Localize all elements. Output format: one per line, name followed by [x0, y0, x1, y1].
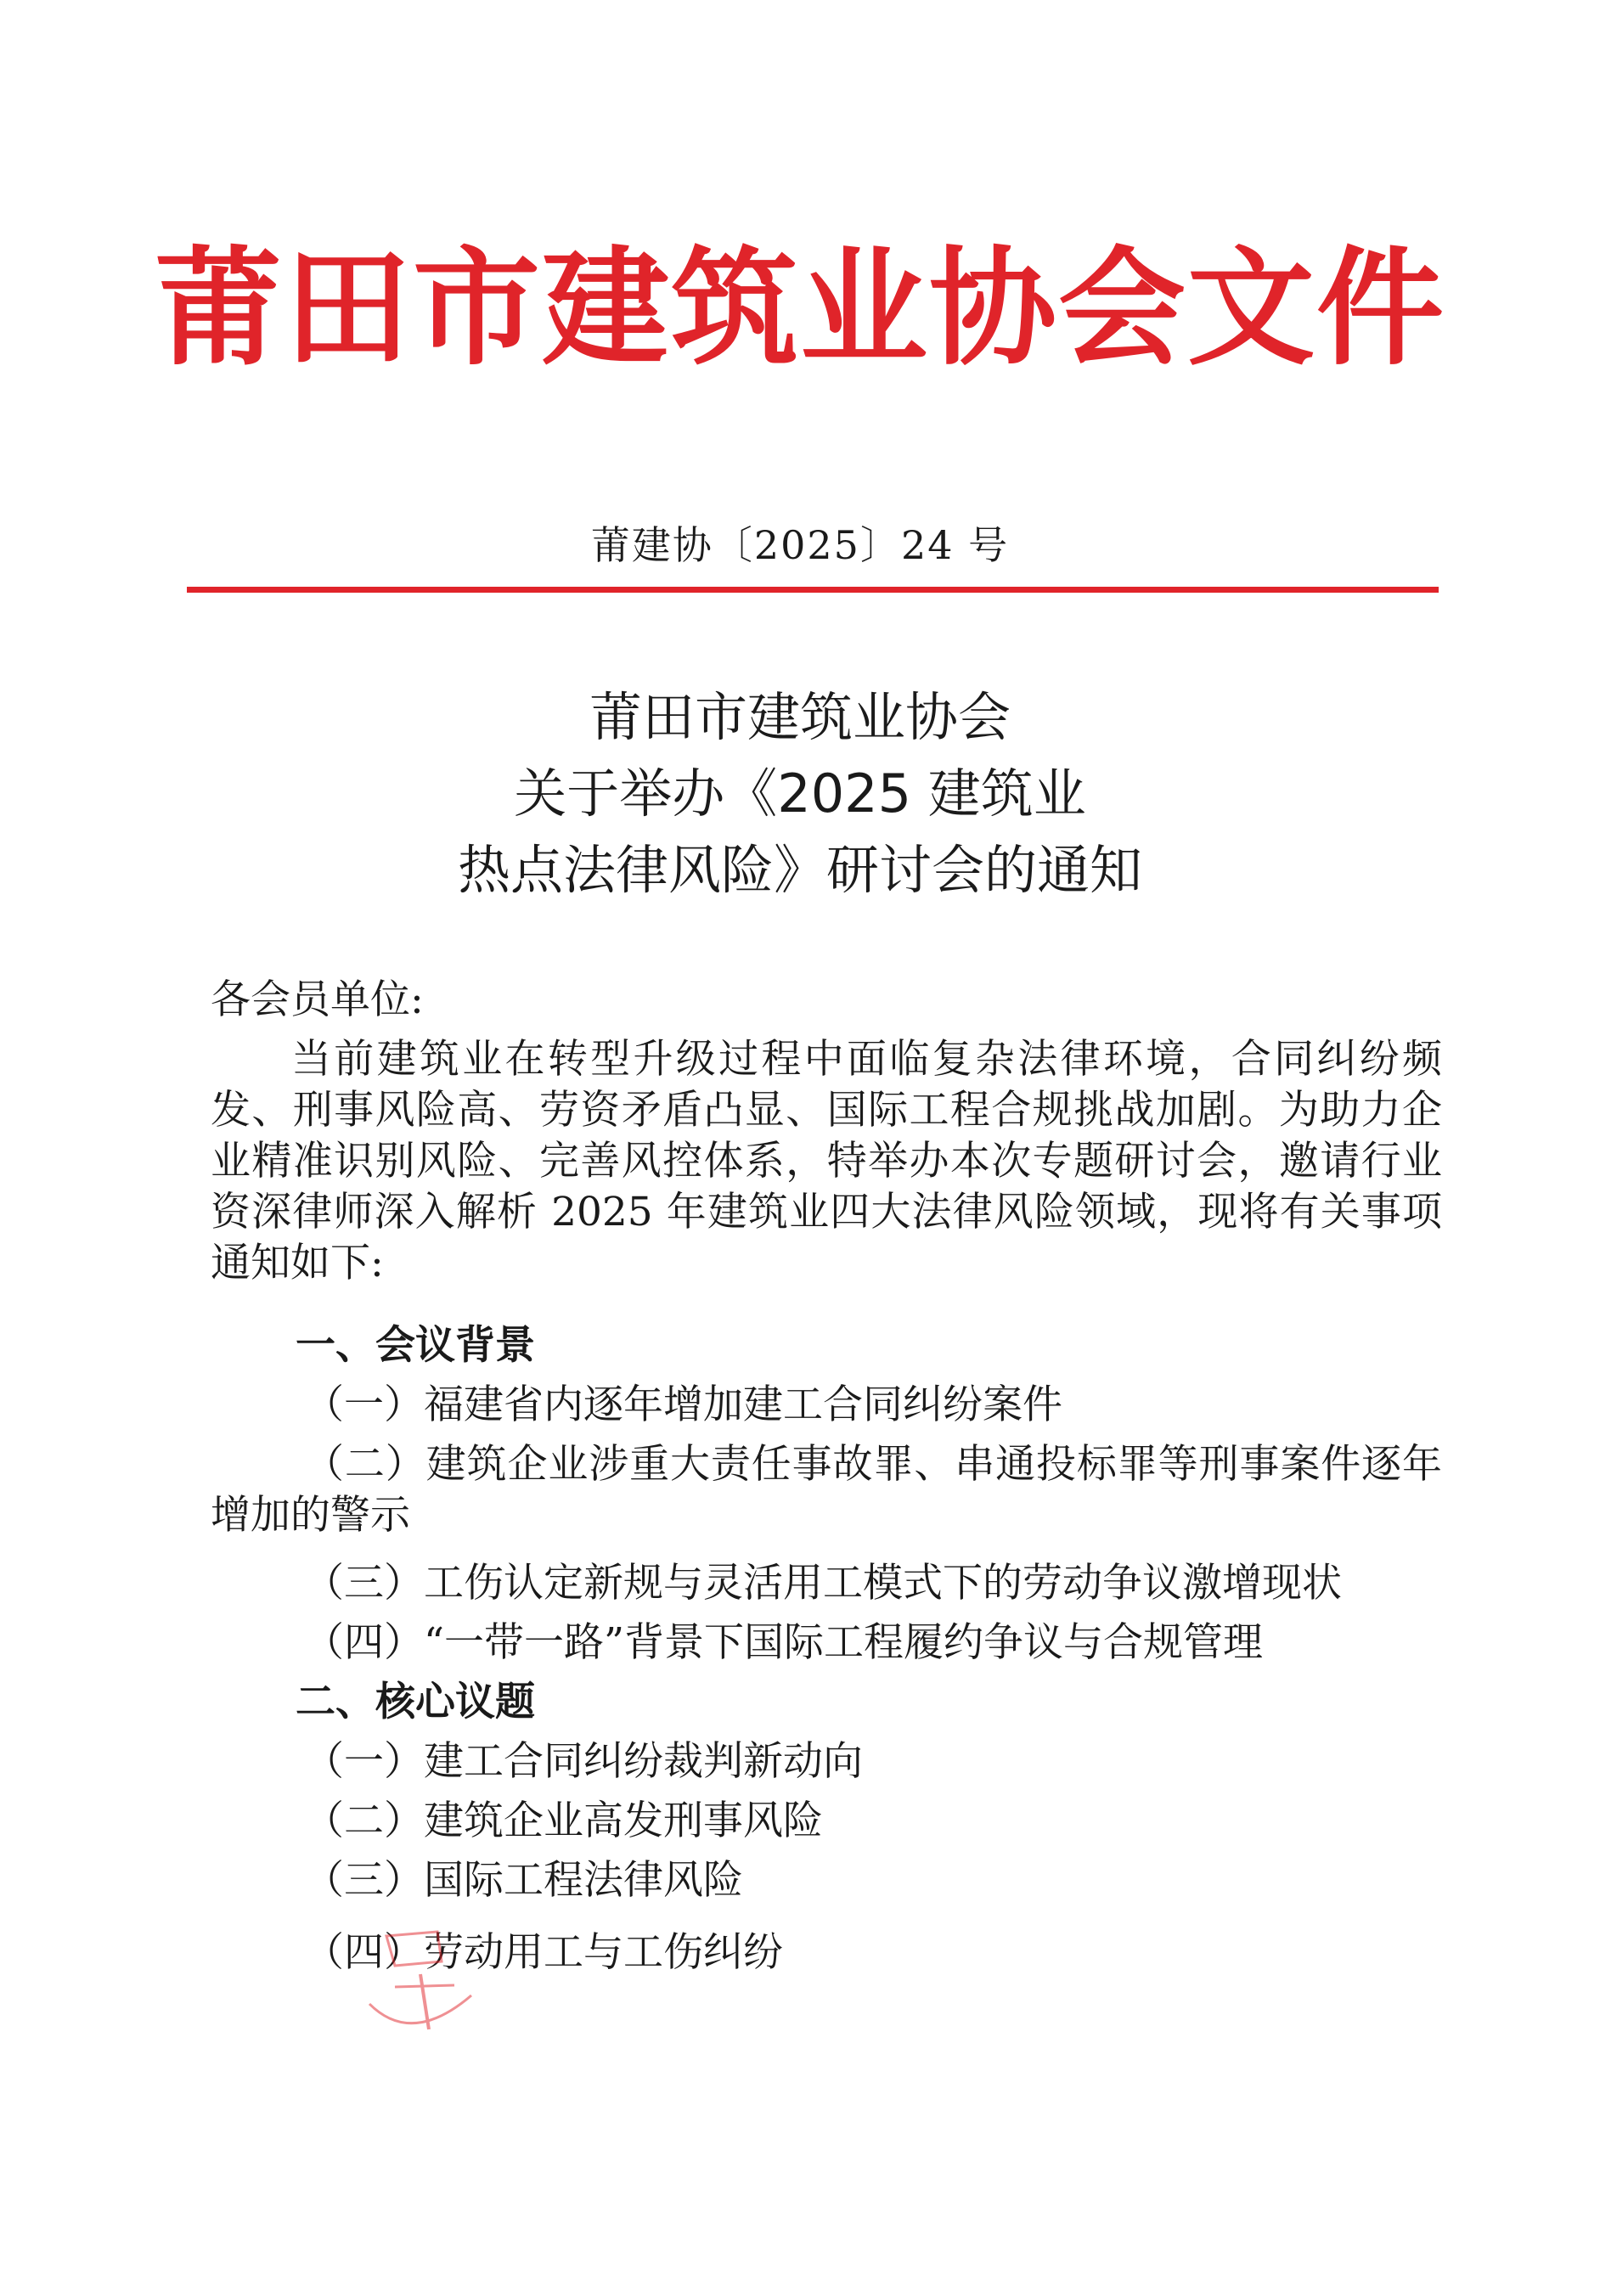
title-line: 关于举办《2025 建筑业: [514, 763, 1086, 824]
title-line: 莆田市建筑业协会: [589, 686, 1011, 748]
red-divider: [187, 587, 1439, 593]
masthead-title: 莆田市建筑业协会文件: [154, 234, 1445, 383]
seal-stamp-mark: [335, 1927, 505, 2080]
title-line: 热点法律风险》研讨会的通知: [457, 839, 1142, 901]
intro-paragraph: 当前建筑业在转型升级过程中面临复杂法律环境，合同纠纷频发、刑事风险高、劳资矛盾凸显、国际工程合规挑战加剧。为助力企业精准识别风险、完善风控体系，特举办本次专题研讨会，邀请行业资深律师深入解析 2025 年建筑业四大法律风险领域，现将有关事项通知如下:: [211, 1036, 1442, 1286]
section-heading-background: 一、会议背景: [296, 1322, 535, 1369]
background-item: （二）建筑企业涉重大责任事故罪、串通投标罪等刑事案件逐年增加的警示: [211, 1441, 1442, 1539]
document-number: 莆建协〔2025〕24 号: [590, 522, 1010, 568]
background-item: （三）工伤认定新规与灵活用工模式下的劳动争议激增现状: [304, 1560, 1342, 1607]
section-heading-topics: 二、核心议题: [296, 1679, 535, 1725]
salutation: 各会员单位:: [211, 976, 424, 1023]
background-item: （一）福建省内逐年增加建工合同纠纷案件: [304, 1382, 1062, 1428]
background-item: （四）“一带一路”背景下国际工程履约争议与合规管理: [304, 1619, 1264, 1666]
notice-title: [0, 679, 1600, 909]
topic-item: （一）建工合同纠纷裁判新动向: [304, 1738, 863, 1785]
topic-item: （三）国际工程法律风险: [304, 1857, 743, 1904]
topic-item: （二）建筑企业高发刑事风险: [304, 1798, 823, 1844]
topic-item: （四）劳动用工与工伤纠纷: [304, 1929, 783, 1976]
